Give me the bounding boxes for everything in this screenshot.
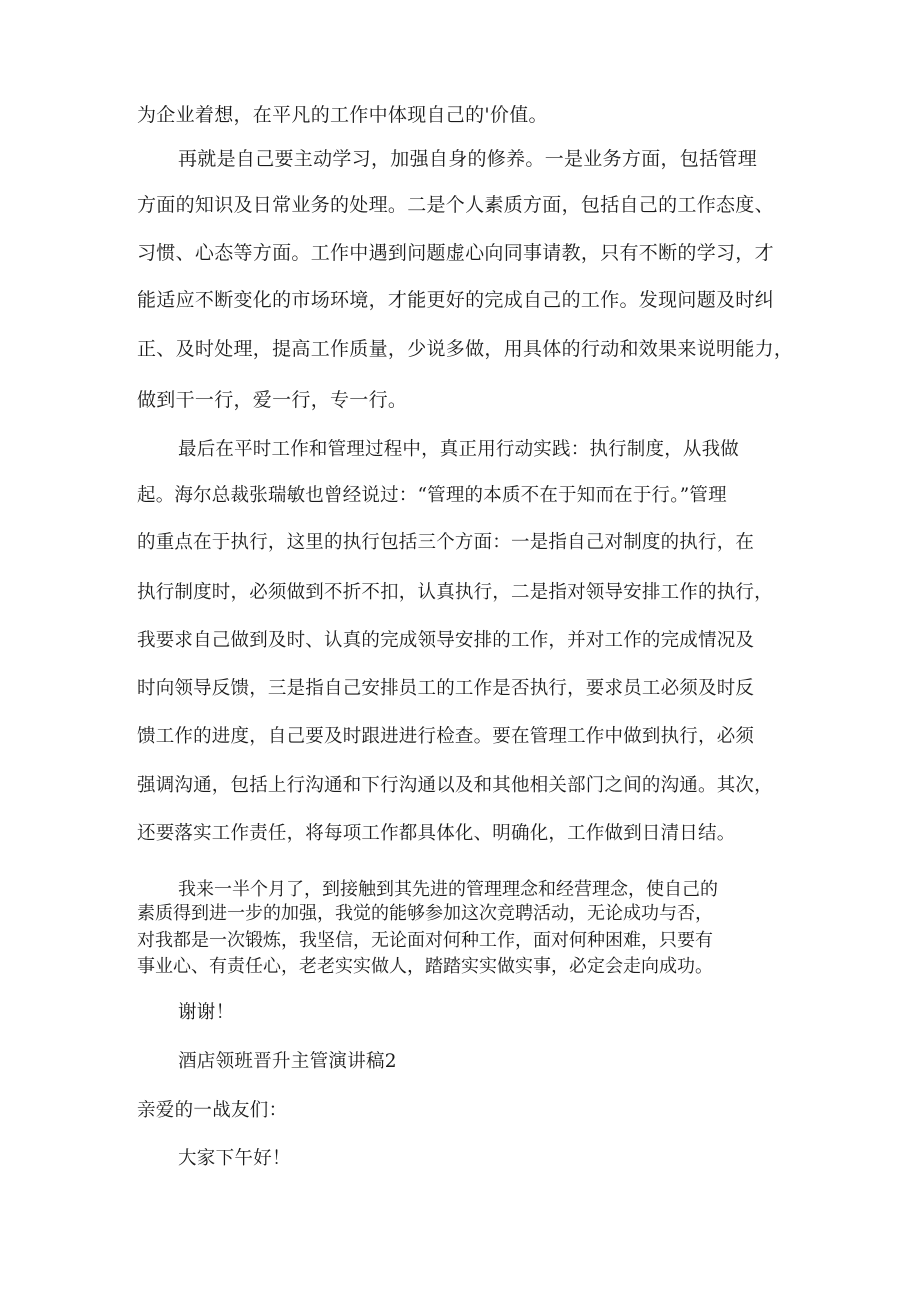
- thanks-line: 谢谢！: [178, 1002, 235, 1023]
- paragraph-3-line-8: 强调沟通，包括上行沟通和下行沟通以及和其他相关部门之间的沟通。其次，: [137, 775, 773, 796]
- paragraph-1-line-1: 为企业着想，在平凡的工作中体现自己的'价值。: [137, 104, 548, 126]
- paragraph-3-line-1: 最后在平时工作和管理过程中，真正用行动实践：执行制度，从我做: [178, 439, 740, 460]
- paragraph-3-line-3: 的重点在于执行，这里的执行包括三个方面：一是指自己对制度的执行，在: [137, 532, 755, 553]
- paragraph-4-line-3: 对我都是一次锻炼，我坚信，无论面对何种工作，面对何种困难，只要有: [137, 930, 713, 951]
- paragraph-2-line-5: 正、及时处理，提高工作质量，少说多做，用具体的行动和效果来说明能力，: [137, 338, 794, 360]
- paragraph-3-line-2: 起。海尔总裁张瑞敏也曾经说过：“管理的本质不在于知而在于行。”管理: [137, 485, 727, 506]
- paragraph-3-line-6: 时向领导反馈，三是指自己安排员工的工作是否执行，要求员工必须及时反: [137, 678, 755, 699]
- paragraph-3-line-7: 馈工作的进度，自己要及时跟进进行检查。要在管理工作中做到执行，必须: [137, 726, 755, 747]
- paragraph-2-line-2: 方面的知识及日常业务的处理。二是个人素质方面，包括自己的工作态度、: [137, 194, 774, 216]
- paragraph-4-line-2: 素质得到进一步的加强，我觉的能够参加这次竞聘活动，无论成功与否，: [137, 903, 713, 924]
- paragraph-3-line-5: 我要求自己做到及时、认真的完成领导安排的工作，并对工作的完成情况及: [137, 630, 755, 651]
- paragraph-4-line-4: 事业心、有责任心，老老实实做人，踏踏实实做实事，必定会走向成功。: [137, 956, 713, 977]
- paragraph-2-line-3: 习惯、心态等方面。工作中遇到问题虚心向同事请教，只有不断的学习，才: [137, 242, 774, 264]
- paragraph-3-line-9: 还要落实工作责任，将每项工作都具体化、明确化，工作做到日清日结。: [137, 823, 736, 844]
- paragraph-2-line-6: 做到干一行，爱一行，专一行。: [137, 389, 408, 411]
- section-title: 酒店领班晋升主管演讲稿2: [178, 1051, 397, 1072]
- paragraph-4-line-1: 我来一半个月了，到接触到其先进的管理理念和经营理念，使自己的: [178, 879, 718, 900]
- salutation-line: 亲爱的一战友们：: [137, 1100, 288, 1121]
- greeting-line: 大家下午好！: [178, 1148, 291, 1169]
- paragraph-2-line-1: 再就是自己要主动学习，加强自身的修养。一是业务方面，包括管理: [178, 148, 758, 170]
- paragraph-3-line-4: 执行制度时，必须做到不折不扣，认真执行，二是指对领导安排工作的执行，: [137, 582, 773, 603]
- paragraph-2-line-4: 能适应不断变化的市场环境，才能更好的完成自己的工作。发现问题及时纠: [137, 289, 774, 311]
